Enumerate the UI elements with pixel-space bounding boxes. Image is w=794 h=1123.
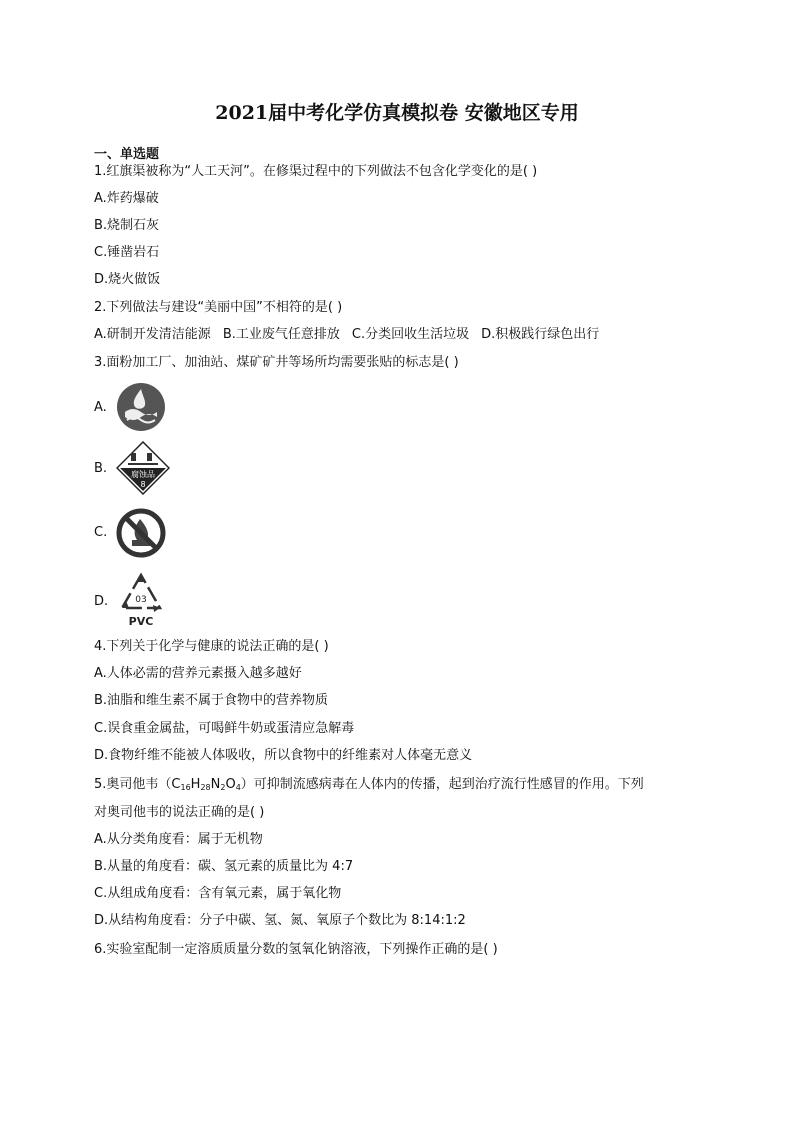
recycling-material: PVC (128, 615, 154, 628)
recycling-code: 03 (135, 595, 147, 605)
question-6-stem: 6.实验室配制一定溶质质量分数的氢氧化钠溶液，下列操作正确的是( ) (94, 942, 498, 957)
question-1-stem: 1.红旗渠被称为“人工天河”。在修渠过程中的下列做法不包含化学变化的是( ) (94, 164, 538, 179)
question-4-option-b: B.油脂和维生素不属于食物中的营养物质 (94, 693, 329, 708)
question-5-stem: 5.奥司他韦$(C_{16}H_{28}N_2O_4)$可抑制流感病毒在人体内的传播，起到治疗流行性感冒的作用。下列 (94, 777, 644, 792)
question-4-option-c: C.误食重金属盐，可喝鲜牛奶或蛋清应急解毒 (94, 721, 355, 736)
question-2-option-a: A.研制开发清洁能源 (94, 327, 211, 342)
question-2-stem: 2.下列做法与建设“美丽中国”不相符的是( ) (94, 300, 343, 315)
water-reactive-sign-icon (116, 382, 166, 432)
question-1-option-b: B.烧制石灰 (94, 218, 160, 233)
question-5-stem-line2: 对奥司他韦的说法正确的是( ) (94, 805, 265, 820)
section-heading: 一、单选题 (94, 147, 160, 162)
oseltamivir-formula: $C_{16}H_{28}N_2O_4$ (171, 777, 241, 792)
question-4-option-d: D.食物纤维不能被人体吸收，所以食物中的纤维素对人体毫无意义 (94, 748, 473, 763)
question-1-option-c: C.锤凿岩石 (94, 245, 160, 260)
question-2-options (94, 326, 599, 344)
question-5-option-c: C.从组成角度看：含有氧元素，属于氧化物 (94, 886, 342, 901)
question-2-option-d: D.积极践行绿色出行 (481, 327, 600, 342)
recycling-pvc-icon (116, 572, 166, 630)
question-3-stem: 3.面粉加工厂、加油站、煤矿矿井等场所均需要张贴的标志是( ) (94, 355, 459, 370)
corrosive-sign-icon (116, 441, 170, 495)
question-2-option-c: C.分类回收生活垃圾 (351, 327, 470, 342)
question-4-option-a: A.人体必需的营养元素摄入越多越好 (94, 666, 302, 681)
corrosive-sign-label: 腐蚀品 (131, 470, 155, 479)
question-2-option-b: B.工业废气任意排放 (222, 327, 340, 342)
question-5-option-d: D.从结构角度看：分子中碳、氢、氮、氧原子个数比为 8:14:1:2 (94, 913, 466, 928)
question-1-option-a: A.炸药爆破 (94, 191, 159, 206)
no-fire-sign-icon (116, 507, 166, 559)
question-5-option-b: B.从量的角度看：碳、氢元素的质量比为 4:7 (94, 859, 354, 874)
corrosive-sign-class: 8 (140, 480, 146, 489)
question-1-option-d: D.烧火做饭 (94, 272, 161, 287)
page-title: 2021届中考化学仿真模拟卷 安徽地区专用 (215, 102, 579, 124)
question-4-stem: 4.下列关于化学与健康的说法正确的是( ) (94, 639, 329, 654)
question-5-option-a: A.从分类角度看：属于无机物 (94, 832, 263, 847)
